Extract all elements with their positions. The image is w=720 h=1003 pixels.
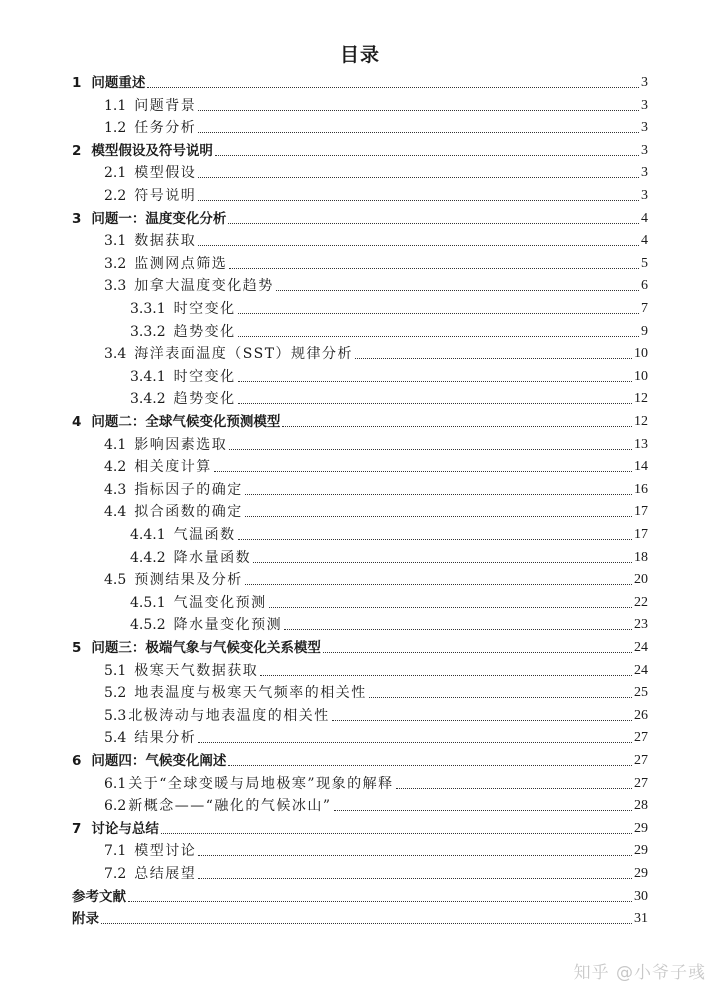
dot-leader: [198, 176, 639, 178]
toc-entry-number: 4.4: [104, 504, 127, 521]
toc-entry[interactable]: [104, 793, 648, 815]
toc-entry[interactable]: [104, 160, 648, 182]
toc-entry[interactable]: [130, 319, 648, 341]
toc-entry-title: 参考文献: [72, 888, 126, 905]
toc-entry-number: 6.2: [104, 798, 127, 815]
toc-entry[interactable]: [72, 635, 648, 657]
toc-entry-number: 4: [72, 414, 82, 430]
toc-entry-title: 问题背景: [134, 97, 197, 114]
toc-entry-number: 4.4.1: [130, 527, 166, 543]
dot-leader: [276, 289, 639, 291]
toc-entry-title: 指标因子的确定: [134, 481, 243, 498]
dot-leader: [323, 651, 632, 653]
toc-entry[interactable]: [72, 906, 648, 928]
toc-entry-title: 新概念——“融化的气候冰山”: [128, 798, 332, 815]
toc-entry-page: 9: [641, 323, 648, 339]
dot-leader: [238, 538, 632, 540]
dot-leader: [355, 357, 632, 359]
toc-entry-number: 2: [72, 142, 82, 159]
dot-leader: [198, 854, 632, 856]
toc-entry[interactable]: [104, 432, 648, 454]
toc-entry-page: 3: [641, 142, 648, 158]
toc-entry-title: 讨论与总结: [91, 820, 159, 837]
dot-leader: [215, 154, 639, 156]
toc-entry-title: 北极涛动与地表温度的相关性: [128, 707, 330, 724]
toc-entry-number: 2.2: [104, 188, 127, 204]
toc-entry-title: 趋势变化: [173, 323, 236, 340]
dot-leader: [369, 696, 632, 698]
toc-entry-page: 27: [634, 775, 648, 791]
toc-entry-number: 7.1: [104, 843, 127, 860]
toc-entry[interactable]: [104, 93, 648, 115]
dot-leader: [334, 809, 632, 811]
toc-entry-number: 4.2: [104, 459, 127, 476]
toc-entry-page: 29: [634, 843, 648, 859]
toc-entry-title: 地表温度与极寒天气频率的相关性: [134, 685, 367, 702]
toc-entry-page: 29: [634, 866, 648, 881]
dot-leader: [198, 131, 639, 133]
toc-entry-page: 28: [634, 798, 648, 814]
toc-entry-page: 3: [641, 120, 648, 136]
dot-leader: [238, 335, 639, 337]
toc-entry-number: 6.1: [104, 775, 127, 792]
dot-leader: [260, 674, 632, 676]
toc-entry-number: 7.2: [104, 866, 127, 882]
dot-leader: [101, 922, 632, 924]
dot-leader: [128, 900, 632, 902]
toc-entry-title: 总结展望: [134, 866, 197, 882]
dot-leader: [332, 719, 632, 721]
toc-entry[interactable]: [104, 228, 648, 250]
toc-entry-number: 3.4.2: [130, 391, 166, 408]
toc-entry-number: 4.5: [104, 572, 127, 589]
toc-entry-page: 24: [634, 662, 648, 678]
toc-entry[interactable]: [130, 590, 648, 612]
toc-entry-number: 3.3.2: [130, 323, 166, 340]
toc-entry-title: 问题二：全球气候变化预测模型: [91, 414, 281, 430]
toc-entry-title: 数据获取: [134, 233, 197, 250]
toc-entry-title: 问题重述: [91, 75, 146, 91]
toc-entry-title: 预测结果及分析: [134, 572, 243, 589]
toc-entry-title: 影响因素选取: [134, 436, 228, 453]
toc-entry-title: 模型假设: [134, 165, 197, 182]
toc-entry-page: 24: [634, 640, 648, 655]
toc-entry[interactable]: [72, 748, 648, 770]
toc-entry[interactable]: [72, 70, 648, 92]
toc-entry-page: 16: [634, 481, 648, 497]
dot-leader: [253, 561, 632, 563]
toc-entry-title: 气温函数: [173, 527, 236, 543]
toc-entry-title: 加拿大温度变化趋势: [134, 278, 274, 295]
toc-entry-number: 3.3: [104, 278, 127, 295]
toc-entry-title: 问题三：极端气象与气候变化关系模型: [91, 640, 321, 656]
toc-entry-title: 海洋表面温度（SST）规律分析: [134, 346, 354, 363]
toc-entry[interactable]: [104, 725, 648, 747]
dot-leader: [396, 787, 632, 789]
toc-entry-number: 7: [72, 820, 82, 837]
toc-entry-page: 14: [634, 459, 648, 475]
dot-leader: [198, 877, 632, 879]
toc-entry-number: 5: [72, 640, 82, 656]
toc-entry-page: 23: [634, 617, 648, 633]
toc-entry[interactable]: [104, 477, 648, 499]
toc-entry-page: 26: [634, 707, 648, 723]
toc-entry[interactable]: [104, 861, 648, 883]
toc-entry[interactable]: [72, 409, 648, 431]
toc-entry-page: 4: [641, 233, 648, 249]
toc-entry-title: 问题一：温度变化分析: [91, 210, 227, 227]
toc-entry-page: 25: [634, 685, 648, 701]
dot-leader: [161, 832, 632, 834]
toc-entry-page: 17: [634, 504, 648, 520]
toc-entry[interactable]: [130, 612, 648, 634]
dot-leader: [245, 515, 632, 517]
toc-entry-number: 3.4: [104, 346, 127, 363]
toc-entry-page: 27: [634, 730, 648, 746]
dot-leader: [269, 606, 632, 608]
toc-entry-page: 20: [634, 572, 648, 588]
toc-entry-number: 6: [72, 753, 82, 769]
toc-entry[interactable]: [104, 703, 648, 725]
toc-entry[interactable]: [72, 816, 648, 838]
toc-entry[interactable]: [130, 545, 648, 567]
toc-entry-title: 任务分析: [134, 120, 197, 137]
dot-leader: [238, 312, 639, 314]
toc-entry-title: 监测网点筛选: [134, 255, 228, 272]
toc-entry-number: 5.3: [104, 707, 127, 724]
toc-entry-page: 3: [641, 97, 648, 113]
toc-entry[interactable]: [72, 206, 648, 228]
toc-entry[interactable]: [130, 386, 648, 408]
toc-entry-number: 1.2: [104, 120, 127, 137]
toc-entry-title: 时空变化: [173, 368, 236, 385]
dot-leader: [238, 402, 632, 404]
toc-entry-page: 18: [634, 549, 648, 565]
toc-entry-number: 1.1: [104, 97, 127, 114]
dot-leader: [229, 267, 639, 269]
dot-leader: [245, 493, 632, 495]
dot-leader: [282, 425, 632, 427]
toc-entry-number: 5.2: [104, 685, 127, 702]
toc-entry-title: 问题四：气候变化阐述: [91, 753, 227, 769]
toc-entry-number: 3.4.1: [130, 368, 166, 385]
watermark: 知乎 @小爷子彧: [573, 963, 706, 983]
toc-entry-page: 30: [634, 888, 648, 904]
toc-entry[interactable]: [104, 567, 648, 589]
dot-leader: [198, 199, 639, 201]
toc-entry-title: 时空变化: [173, 301, 236, 317]
toc-entry-page: 12: [634, 414, 648, 429]
toc-entry-title: 模型假设及符号说明: [91, 142, 213, 159]
dot-leader: [198, 109, 639, 111]
toc-entry-title: 附录: [72, 911, 99, 928]
toc-entry-number: 4.4.2: [130, 549, 166, 566]
toc-entry-page: 29: [634, 820, 648, 836]
toc-entry-page: 3: [641, 188, 648, 203]
toc-entry[interactable]: [104, 771, 648, 793]
toc-entry-number: 5.4: [104, 730, 127, 747]
dot-leader: [198, 244, 639, 246]
toc-entry-number: 4.5.1: [130, 594, 166, 611]
toc-entry-title: 关于“全球变暖与局地极寒”现象的解释: [128, 775, 394, 792]
toc-entry-page: 22: [634, 594, 648, 610]
toc-entry-number: 5.1: [104, 662, 127, 679]
toc-entry[interactable]: [104, 454, 648, 476]
toc-entry-title: 模型讨论: [134, 843, 197, 860]
dot-leader: [228, 222, 639, 224]
toc-entry-number: 3.3.1: [130, 301, 166, 317]
dot-leader: [245, 583, 632, 585]
toc-entry-title: 符号说明: [134, 188, 197, 204]
toc-title: 目录: [339, 44, 380, 66]
dot-leader: [147, 86, 639, 88]
toc-entry-title: 相关度计算: [134, 459, 212, 476]
dot-leader: [284, 628, 632, 630]
dot-leader: [214, 470, 632, 472]
toc-entry[interactable]: [104, 341, 648, 363]
toc-entry[interactable]: [130, 364, 648, 386]
toc-entry-page: 10: [634, 368, 648, 384]
toc-entry-page: 12: [634, 391, 648, 407]
toc-entry[interactable]: [72, 138, 648, 160]
toc-entry-page: 27: [634, 753, 648, 768]
toc-entry-number: 3: [72, 210, 82, 227]
dot-leader: [238, 380, 632, 382]
toc-entry-page: 5: [641, 255, 648, 271]
toc-entry-page: 17: [634, 527, 648, 542]
toc-entry[interactable]: [104, 838, 648, 860]
toc-entry[interactable]: [104, 658, 648, 680]
toc-entry-number: 3.1: [104, 233, 127, 250]
toc-entry-page: 13: [634, 436, 648, 452]
toc-entry-page: 3: [641, 75, 648, 90]
toc-entry[interactable]: [130, 522, 648, 544]
toc-entry-number: 2.1: [104, 165, 127, 182]
dot-leader: [198, 741, 632, 743]
toc-entry[interactable]: [130, 296, 648, 318]
toc-entry-title: 拟合函数的确定: [134, 504, 243, 521]
toc-entry-page: 7: [641, 301, 648, 316]
toc-entry-page: 10: [634, 346, 648, 362]
toc-entry-page: 6: [641, 278, 648, 294]
toc-entry-number: 4.3: [104, 481, 127, 498]
toc-entry[interactable]: [104, 251, 648, 273]
toc-entry-page: 4: [641, 210, 648, 226]
toc-entry-number: 4.5.2: [130, 617, 166, 634]
toc-entry[interactable]: [104, 680, 648, 702]
toc-entry-title: 趋势变化: [173, 391, 236, 408]
toc-entry-number: 4.1: [104, 436, 127, 453]
toc-entry[interactable]: [104, 115, 648, 137]
toc-entry-number: 1: [72, 75, 82, 91]
toc-entry[interactable]: [72, 884, 648, 906]
toc-entry-page: 3: [641, 165, 648, 181]
toc-entry[interactable]: [104, 183, 648, 205]
toc-entry-title: 结果分析: [134, 730, 197, 747]
toc-entry[interactable]: [104, 273, 648, 295]
dot-leader: [228, 764, 632, 766]
toc-entry[interactable]: [104, 499, 648, 521]
toc-entry-title: 气温变化预测: [173, 594, 267, 611]
toc-entry-title: 降水量变化预测: [173, 617, 283, 634]
dot-leader: [229, 448, 632, 450]
toc-entry-title: 降水量函数: [173, 549, 252, 566]
toc-entry-title: 极寒天气数据获取: [134, 662, 259, 679]
toc-entry-number: 3.2: [104, 255, 127, 272]
toc-entry-page: 31: [634, 911, 648, 927]
